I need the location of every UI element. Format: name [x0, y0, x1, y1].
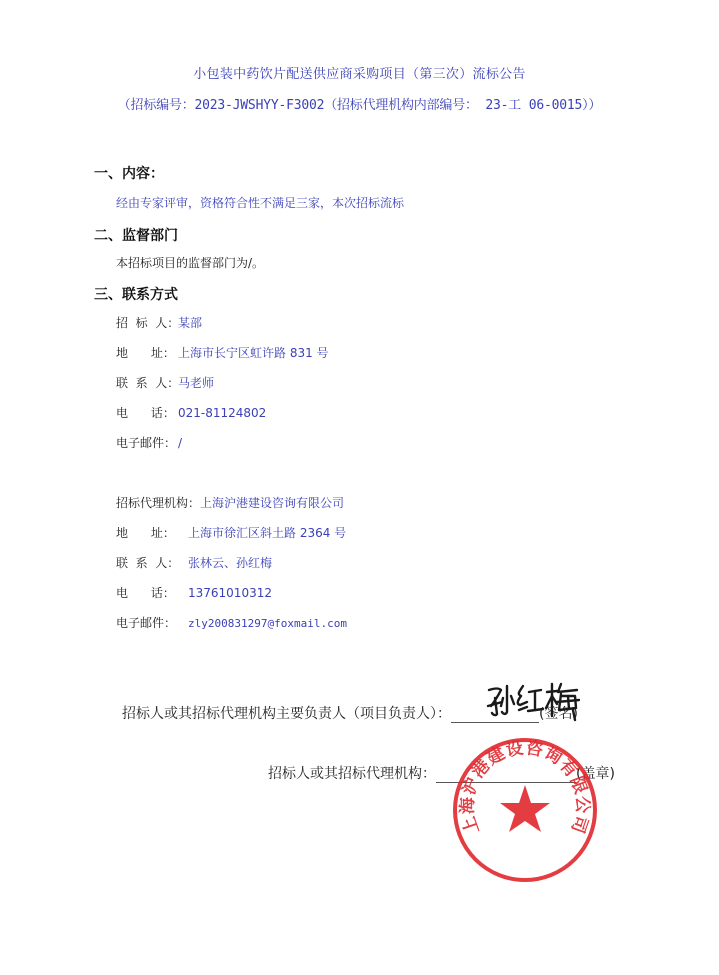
seal-suffix: (盖章): [576, 766, 615, 782]
tenderer-name-value: 某部: [178, 316, 203, 330]
agency-address-row: [116, 524, 346, 541]
section-supervision-heading: 二、监督部门: [94, 228, 178, 244]
agency-phone-row: [116, 584, 272, 601]
signature-suffix: (签名): [539, 706, 578, 722]
notice-title: 小包装中药饮片配送供应商采购项目（第三次）流标公告: [193, 67, 526, 82]
company-seal-stamp: [450, 735, 600, 885]
agency-email-label: 电子邮件：: [116, 616, 177, 630]
tenderer-contact-value: 马老师: [178, 376, 215, 390]
seal-text: 上海沪港建设咨询有限公司: [457, 738, 593, 837]
seal-star-icon: [500, 785, 550, 832]
signature-label: 招标人或其招标代理机构主要负责人（项目负责人）：: [122, 706, 451, 722]
handwritten-signature: [485, 680, 580, 722]
tender-number: （招标编号：2023-JWSHYY-F3002（招标代理机构内部编号： 23-工 06-0015））: [117, 98, 602, 113]
agency-name-label: 招标代理机构：: [116, 496, 201, 510]
tenderer-phone-row: [116, 404, 266, 421]
agency-phone-value: 13761010312: [188, 586, 272, 600]
agency-contact-label: 联 系 人：: [116, 556, 180, 570]
agency-email-value: zly200831297@foxmail.com: [188, 617, 347, 630]
section-supervision-text: 本招标项目的监督部门为/。: [116, 256, 265, 270]
tenderer-phone-label: 电 话：: [116, 406, 175, 420]
agency-address-value: 上海市徐汇区斜土路 2364 号: [188, 526, 347, 540]
section-content-text: 经由专家评审，资格符合性不满足三家，本次招标流标: [116, 196, 405, 210]
tenderer-contact-row: [116, 374, 214, 391]
tenderer-email-value: /: [178, 436, 183, 450]
tenderer-email-label: 电子邮件：: [116, 436, 177, 450]
agency-contact-value: 张林云、孙红梅: [188, 556, 273, 570]
tenderer-address-row: [116, 344, 329, 361]
tenderer-address-value: 上海市长宁区虹许路 831 号: [178, 346, 329, 360]
tenderer-phone-value: 021-81124802: [178, 406, 267, 420]
tenderer-name-label: 招 标 人：: [116, 316, 180, 330]
section-content-heading: 一、内容：: [94, 166, 164, 182]
section-contact-heading: 三、联系方式: [94, 287, 178, 303]
agency-phone-label: 电 话：: [116, 586, 175, 600]
agency-email-row: [116, 614, 347, 631]
tenderer-address-label: 地 址：: [116, 346, 175, 360]
tenderer-email-row: [116, 434, 182, 451]
agency-address-label: 地 址：: [116, 526, 175, 540]
seal-label: 招标人或其招标代理机构：: [268, 766, 436, 782]
agency-name-row: [116, 494, 344, 511]
agency-name-value: 上海沪港建设咨询有限公司: [200, 496, 345, 510]
agency-contact-row: [116, 554, 272, 571]
tenderer-contact-label: 联 系 人：: [116, 376, 180, 390]
tenderer-name-row: [116, 314, 202, 331]
